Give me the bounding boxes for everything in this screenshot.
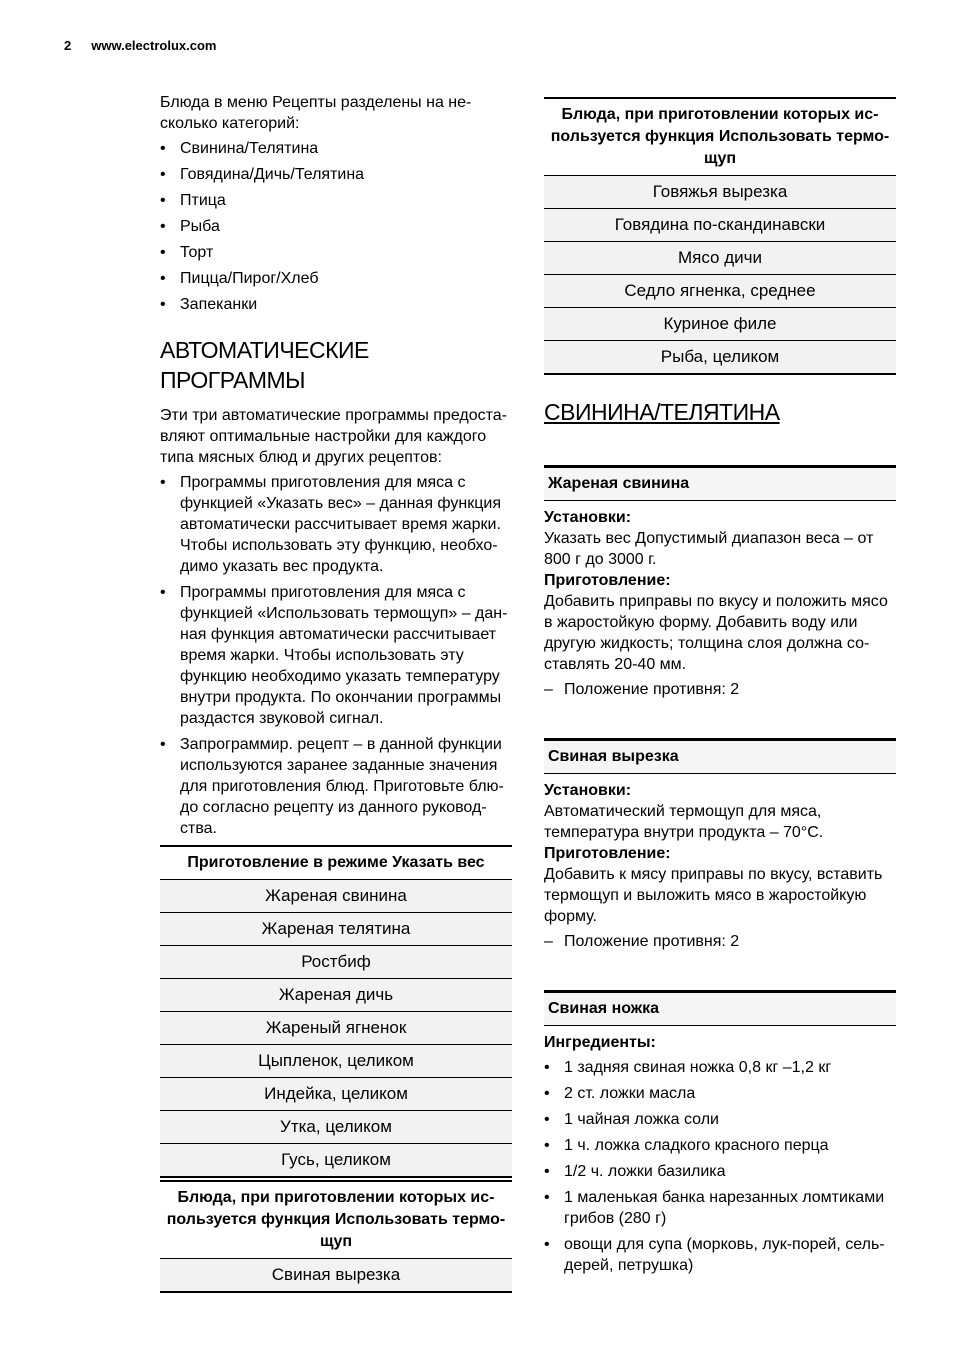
settings-label: Установки: [544,782,632,799]
page-number: 2 [64,38,72,53]
list-item: • 1 чайная ложка соли [544,1109,896,1130]
table-row: Жареная дичь [160,979,512,1012]
page-header [64,38,216,53]
recipe-title: Свиная ножка [544,990,896,1026]
list-item: • 2 ст. ложки масла [544,1083,896,1104]
table-row: Ростбиф [160,946,512,979]
recipe-title: Свиная вырезка [544,738,896,774]
table-row: Говяжья вырезка [544,176,896,209]
list-item: • Программы приготовления для мяса с функцией «Использовать термощуп» – данная функция автоматически рассчитывает время жарки. Чтобы использовать эту функцию необходимо указать температуру внутри продукта. По окончании программы раздастся звуковой сигнал. [160,582,512,729]
list-item: • Торт [160,242,512,263]
list-item: • Запрограммир. рецепт – в данной функции используются заранее заданные значения для приготовления блюд. Приготовьте блюдо согласно рецепту из данного руководства. [160,734,512,839]
table-header: Приготовление в режиме Указать вес [160,847,512,880]
list-item: • Пицца/Пирог/Хлеб [160,268,512,289]
ingredients-label: Ингредиенты: [544,1034,656,1051]
recipe-title: Жареная свинина [544,465,896,501]
table-row: Цыпленок, целиком [160,1045,512,1078]
list-item: • Свинина/Телятина [160,138,512,159]
prep-text: Добавить к мясу приправы по вкусу, вставить термощуп и выложить мясо в жаростойкую форму. [544,866,883,925]
prep-text: Добавить приправы по вкусу и положить мясо в жаростойкую форму. Добавить воду или другую жидкость; толщина слоя должна составлять 20-40 мм. [544,593,888,673]
table-row: Мясо дичи [544,242,896,275]
list-item: • Программы приготовления для мяса с функцией «Указать вес» – данная функция автоматически рассчитывает время жарки. Чтобы использовать эту функцию, необходимо указать вес продукта. [160,472,512,577]
prep-label: Приготовление: [544,845,671,862]
header-url[interactable]: www.electrolux.com [91,38,217,53]
table-header: Блюда, при приготовлении которых используется функция Использовать термощуп [544,99,896,176]
shelf-position: – Положение противня: 2 [544,679,896,700]
list-item: • 1 задняя свиная ножка 0,8 кг –1,2 кг [544,1057,896,1078]
shelf-list [544,679,896,700]
auto-program-list [160,472,512,839]
table-row: Индейка, целиком [160,1078,512,1111]
table-row: Жареная свинина [160,880,512,913]
list-item: • Рыба [160,216,512,237]
settings-text: Автоматический термощуп для мяса, температура внутри продукта – 70°C. [544,803,824,841]
shelf-list [544,931,896,952]
prep-label: Приготовление: [544,572,671,589]
right-column [544,97,896,1281]
table-row: Рыба, целиком [544,341,896,375]
table-row: Гусь, целиком [160,1144,512,1178]
table-row: Утка, целиком [160,1111,512,1144]
settings-text: Указать вес Допустимый диапазон веса – от 800 г до 3000 г. [544,530,874,568]
settings-label: Установки: [544,509,632,526]
probe-table-left [160,1180,512,1293]
intro-text: Блюда в меню Рецепты разделены на несколько категорий: [160,94,472,132]
list-item: • овощи для супа (морковь, лук-порей, сельдерей, петрушка) [544,1234,896,1276]
shelf-position: – Положение противня: 2 [544,931,896,952]
table-row: Говядина по-скандинавски [544,209,896,242]
table-header: Блюда, при приготовлении которых используется функция Использовать термощуп [160,1182,512,1259]
weight-mode-table [160,845,512,1178]
left-column [160,92,512,1293]
category-list [160,138,512,315]
auto-intro-text: Эти три автоматические программы предоставляют оптимальные настройки для каждого типа мясных блюд и других рецептов: [160,407,507,466]
table-row: Куриное филе [544,308,896,341]
list-item: • Запеканки [160,294,512,315]
list-item: • 1 маленькая банка нарезанных ломтиками грибов (280 г) [544,1187,896,1229]
ingredients-list [544,1057,896,1276]
probe-table-right [544,97,896,375]
list-item: • Говядина/Дичь/Телятина [160,164,512,185]
list-item: • 1/2 ч. ложки базилика [544,1161,896,1182]
list-item: • 1 ч. ложка сладкого красного перца [544,1135,896,1156]
table-row: Жареная телятина [160,913,512,946]
section-heading-auto: АВТОМАТИЧЕСКИЕ ПРОГРАММЫ [160,337,369,393]
section-heading-pork: СВИНИНА/ТЕЛЯТИНА [544,399,780,425]
table-row: Жареный ягненок [160,1012,512,1045]
table-row: Свиная вырезка [160,1259,512,1293]
table-row: Седло ягненка, среднее [544,275,896,308]
list-item: • Птица [160,190,512,211]
